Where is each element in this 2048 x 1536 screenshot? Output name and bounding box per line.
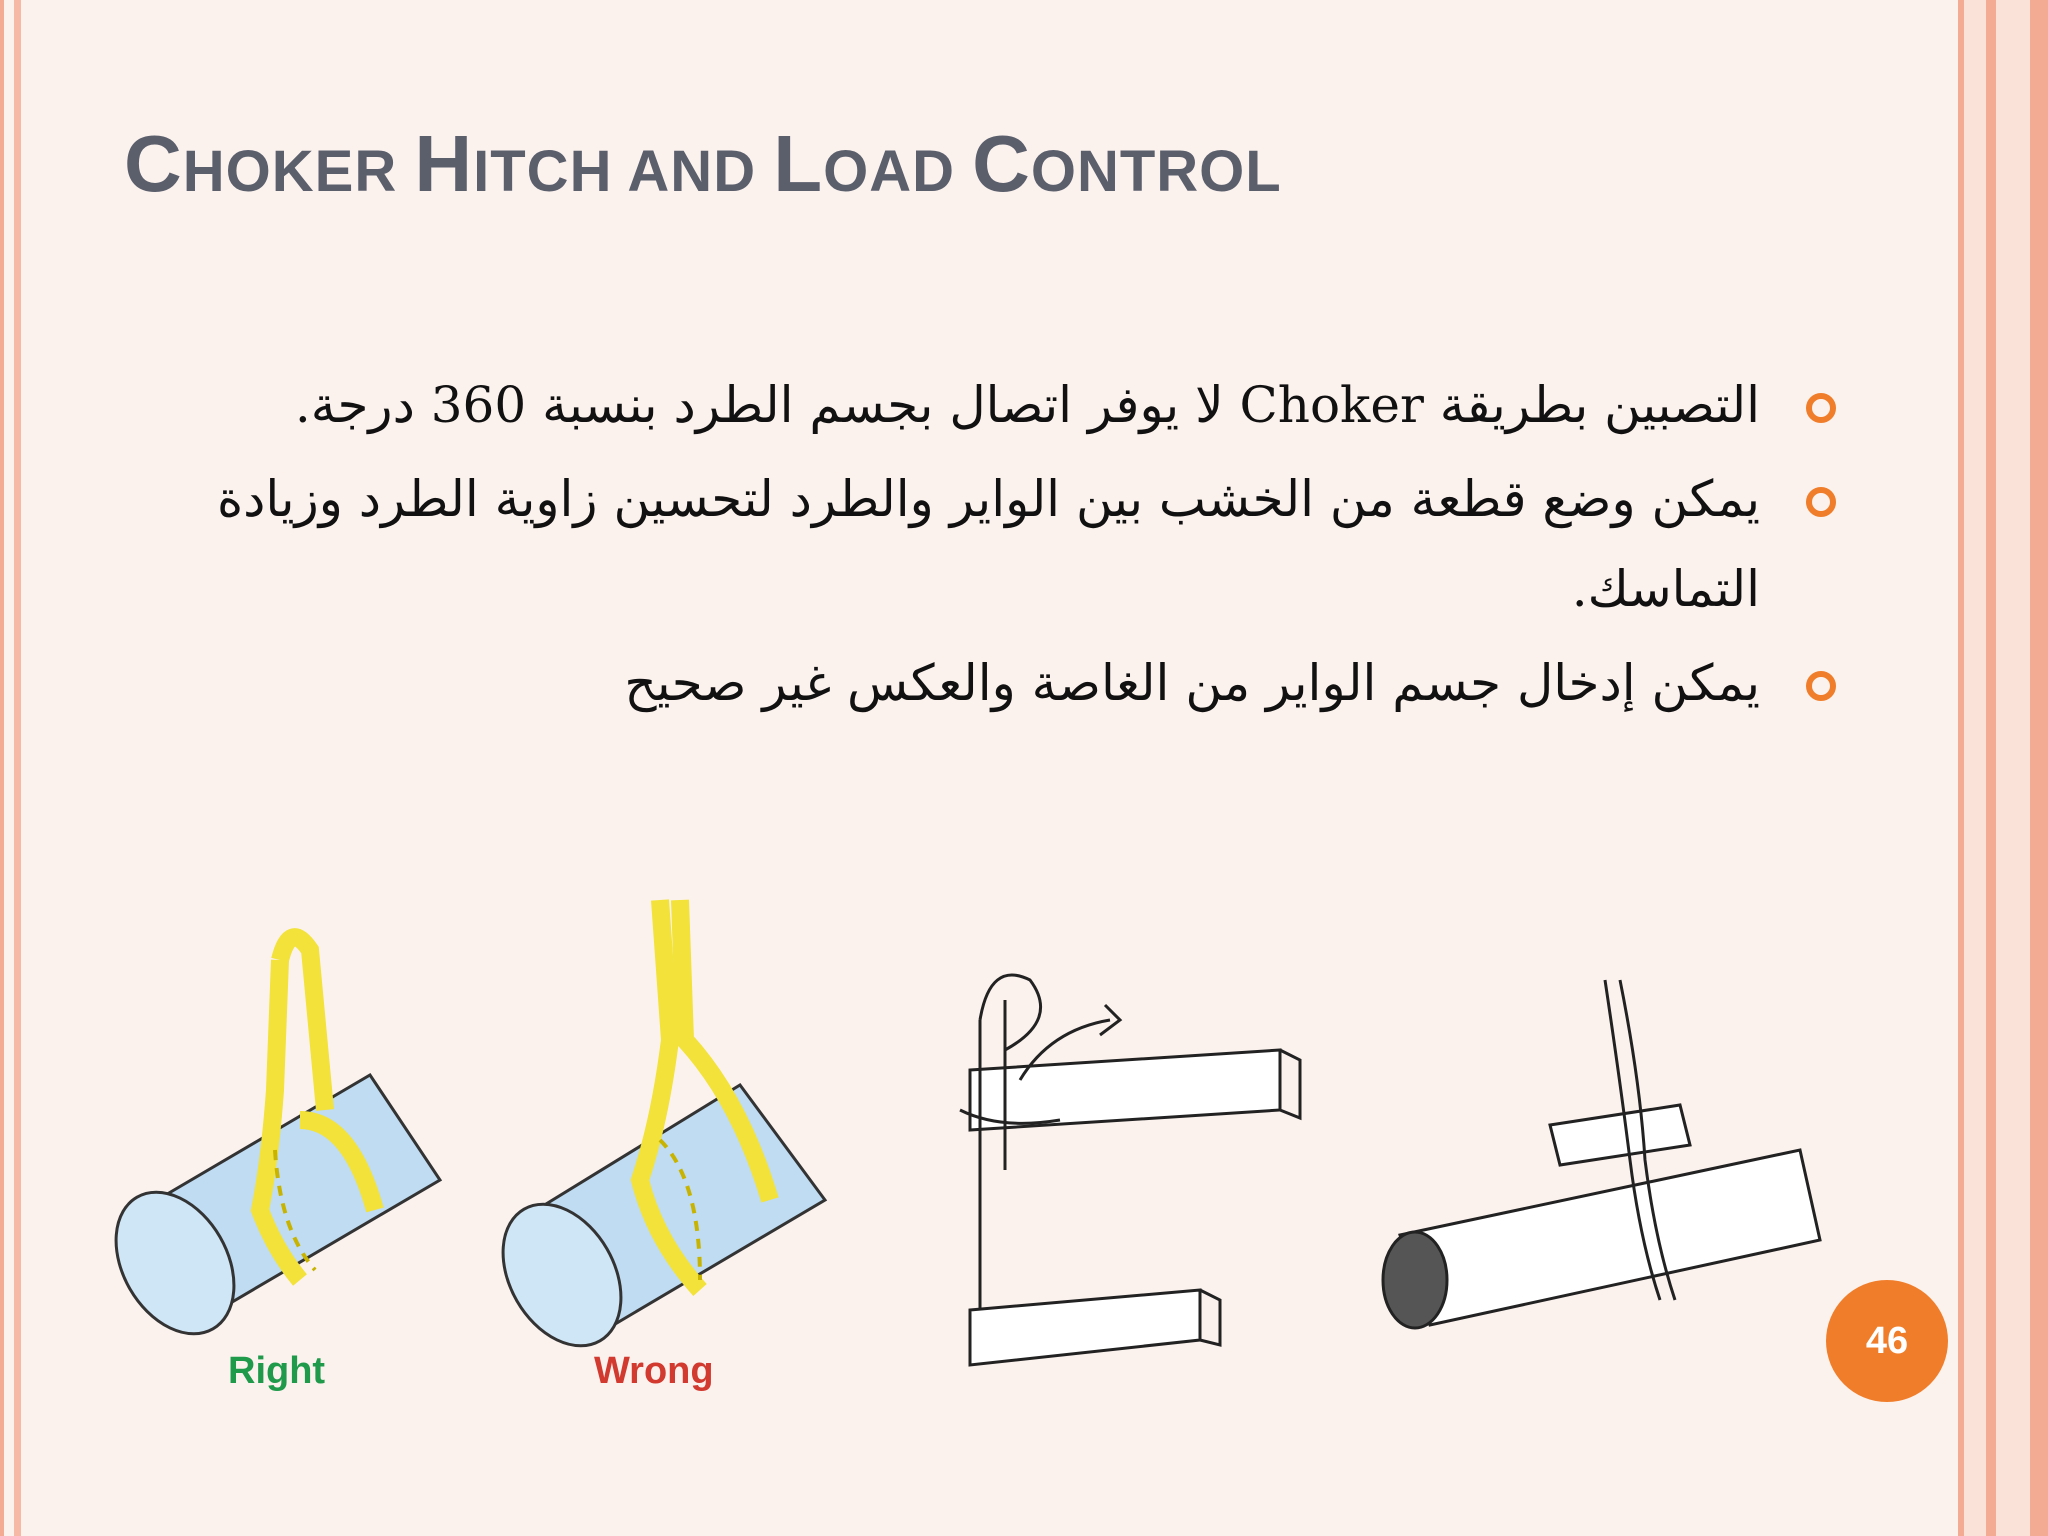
title-cap-1: C: [124, 119, 183, 208]
bullet-item-2: [200, 454, 1760, 634]
slide-title: [124, 118, 1282, 210]
illustrations: [100, 880, 1860, 1420]
bullet-list: [200, 360, 1760, 732]
wire-wood-illustration: [960, 975, 1300, 1365]
bullet-ring-icon: [1806, 393, 1836, 423]
bullet-text-2: يمكن وضع قطعة من الخشب بين الواير والطرد لتحسين زاوية الطرد وزيادة التماسك.: [216, 470, 1760, 618]
title-cap-2: H: [414, 119, 474, 208]
title-cap-3: L: [773, 119, 824, 208]
right-sling-illustration: [100, 937, 440, 1355]
right-border-line-2: [1986, 0, 1996, 1536]
title-rest-3: OAD: [823, 139, 973, 204]
pipe-rope-illustration: [1383, 980, 1820, 1328]
left-border-line: [0, 0, 4, 1536]
bullet-ring-icon: [1806, 671, 1836, 701]
bullet-item-1: [200, 360, 1760, 450]
left-border-band: [14, 0, 21, 1536]
bullet-text-3: يمكن إدخال جسم الواير من الغاصة والعكس غير صحيح: [624, 654, 1760, 712]
wrong-sling-illustration: [479, 900, 825, 1367]
bullet-item-3: [200, 638, 1760, 728]
page-number: 46: [1865, 1319, 1909, 1362]
title-rest-1: HOKER: [182, 139, 415, 204]
bullet-text-1: التصبين بطريقة Choker لا يوفر اتصال بجسم الطرد بنسبة 360 درجة.: [294, 376, 1760, 434]
bullet-ring-icon: [1806, 487, 1836, 517]
title-rest-2: ITCH AND: [473, 139, 774, 204]
title-rest-4: ONTROL: [1030, 139, 1282, 204]
right-border-line-1: [1958, 0, 1964, 1536]
right-border-line-3: [2030, 0, 2048, 1536]
page-number-badge: [1826, 1280, 1948, 1402]
caption-right: Right: [228, 1350, 326, 1392]
title-cap-4: C: [972, 119, 1031, 208]
illustrations-svg: [100, 880, 1860, 1420]
caption-wrong: Wrong: [594, 1350, 714, 1392]
